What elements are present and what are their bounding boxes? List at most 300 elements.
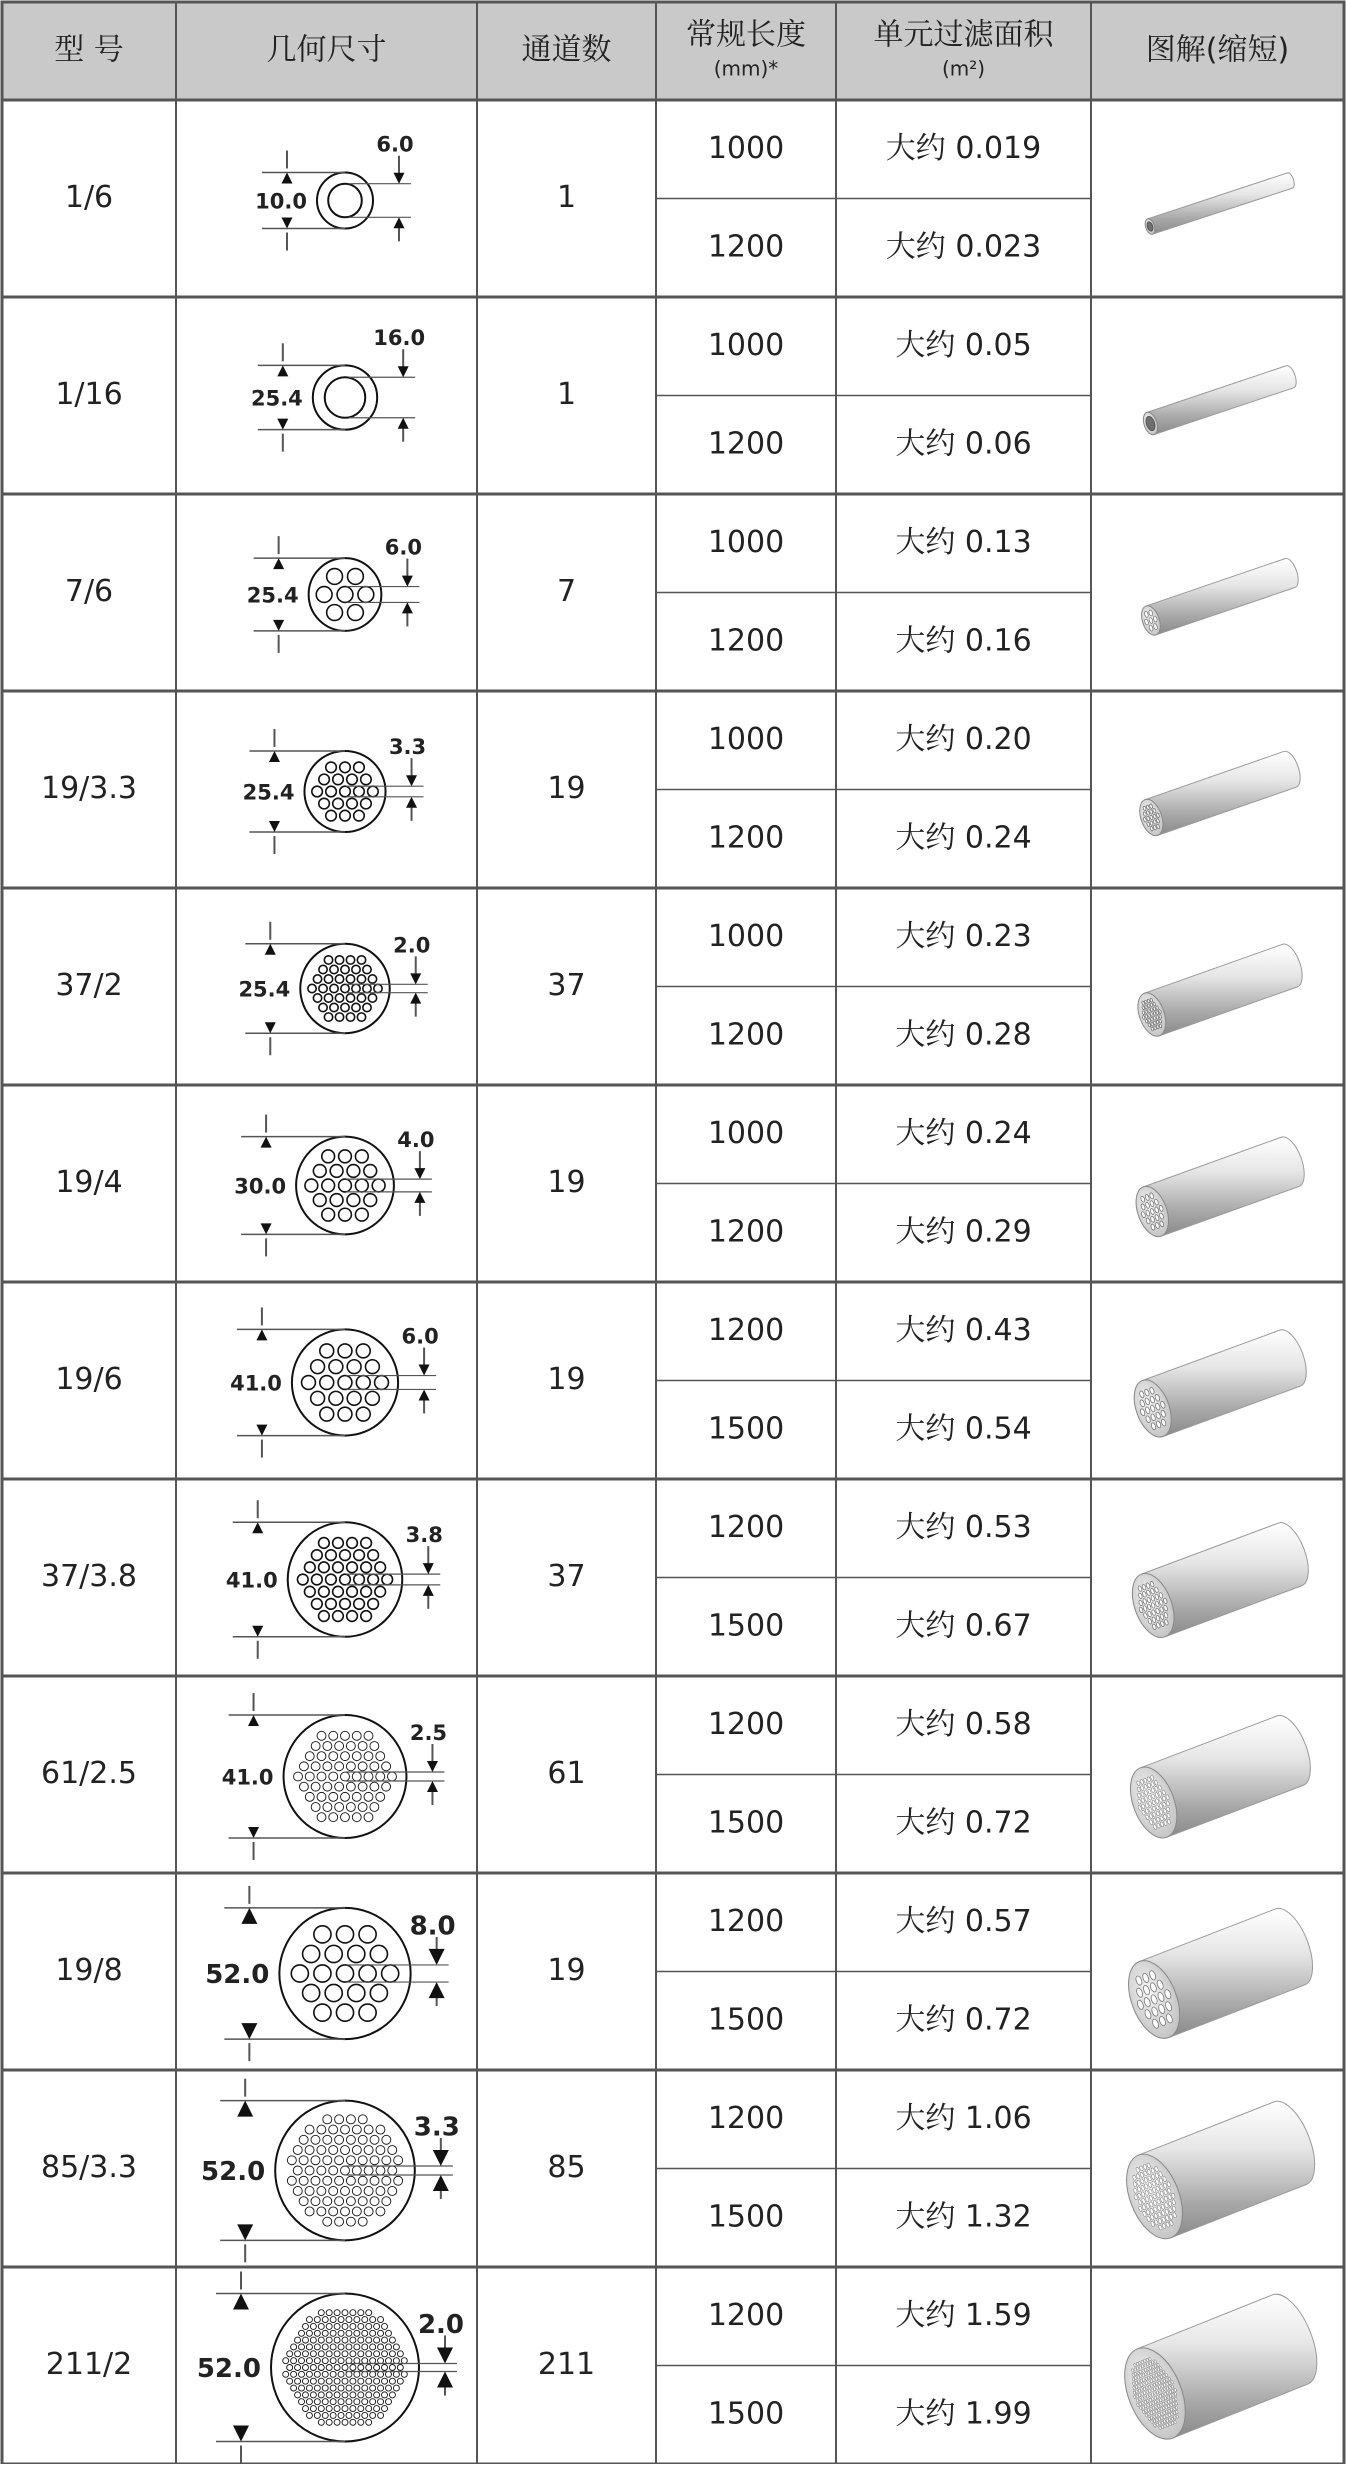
channel-hole [330, 2317, 336, 2323]
channel-hole [326, 1574, 337, 1585]
length-cell: 1200 [707, 1214, 785, 1250]
channel-hole [338, 1344, 352, 1358]
channel-hole [393, 2385, 399, 2391]
channel-hole [385, 2344, 391, 2350]
channel-hole [358, 587, 374, 603]
channel-hole [354, 2399, 360, 2405]
header-background [2, 2, 1344, 100]
channel-hole [306, 2399, 312, 2405]
channel-hole [291, 2385, 297, 2391]
channel-hole [305, 1752, 314, 1761]
channel-hole [310, 2378, 316, 2384]
area-cell: 大约 0.13 [895, 524, 1032, 560]
channel-hole [314, 2385, 320, 2391]
channel-hole [319, 1611, 330, 1622]
dimension-arrowhead-icon [423, 1563, 434, 1574]
channel-hole [299, 2176, 308, 2185]
channel-hole [314, 2330, 320, 2336]
channel-hole [346, 2317, 352, 2323]
channel-hole [354, 1599, 365, 1610]
channel-hole [333, 1586, 344, 1597]
channel-hole [338, 1376, 352, 1390]
channel-hole [358, 1803, 367, 1812]
channel-hole [366, 2337, 372, 2343]
channel-hole [374, 2406, 380, 2412]
channel-hole [295, 2351, 301, 2357]
channel-hole [348, 1945, 365, 1962]
dimension-arrowhead-icon [273, 620, 284, 631]
area-cell: 大约 0.06 [895, 426, 1032, 462]
channel-hole [334, 2419, 340, 2425]
channel-hole [340, 810, 351, 821]
model-cell: 19/8 [55, 1953, 123, 1988]
channel-hole [319, 965, 327, 973]
channel-hole [326, 2323, 332, 2329]
channel-hole [364, 2146, 373, 2155]
channel-hole [370, 2135, 379, 2144]
channel-hole [366, 2323, 372, 2329]
channel-hole [326, 786, 337, 797]
channel-hole [346, 2156, 355, 2165]
channel-hole [358, 2392, 364, 2398]
area-cell: 大约 0.54 [895, 1411, 1032, 1447]
channel-hole [359, 1926, 376, 1943]
channel-hole [330, 2412, 336, 2418]
channel-hole [385, 2371, 391, 2377]
channel-hole [329, 1813, 338, 1822]
outer-diameter-label: 41.0 [230, 1371, 282, 1396]
length-cell: 1200 [707, 623, 785, 659]
channel-hole [358, 2135, 367, 2144]
tube-body [1145, 751, 1300, 835]
channel-hole [356, 1407, 370, 1421]
channel-hole [322, 2399, 328, 2405]
channels-cell: 61 [547, 1756, 586, 1791]
channel-hole [317, 2186, 326, 2195]
area-cell: 大约 1.06 [895, 2100, 1032, 2136]
channel-hole [358, 1762, 367, 1771]
channel-hole [358, 2156, 367, 2165]
channels-cell: 19 [547, 1362, 586, 1397]
dimension-arrowhead-icon [241, 2023, 257, 2039]
channel-diameter-label: 16.0 [373, 326, 426, 351]
channel-hole [313, 1194, 326, 1207]
channel-hole [354, 1550, 365, 1561]
dimension-arrowhead-icon [233, 2294, 249, 2310]
channel-hole [310, 2351, 316, 2357]
channel-hole [346, 2115, 355, 2124]
channel-hole [330, 1003, 338, 1011]
channel-hole [334, 2310, 340, 2316]
channel-hole [340, 1599, 351, 1610]
channel-hole [314, 2004, 331, 2021]
channel-hole [335, 994, 343, 1002]
channel-hole [324, 975, 332, 983]
channel-hole [401, 2371, 407, 2377]
channel-hole [317, 1813, 326, 1822]
channel-hole [352, 1003, 360, 1011]
channel-hole [393, 2371, 399, 2377]
channel-hole [366, 2351, 372, 2357]
channel-hole [364, 1752, 373, 1761]
channel-hole [382, 2406, 388, 2412]
area-cell: 大约 0.24 [895, 820, 1032, 856]
channel-hole [354, 2358, 360, 2364]
channel-hole [346, 2358, 352, 2364]
channel-hole [311, 1803, 320, 1812]
channel-hole [314, 2371, 320, 2377]
channel-hole [341, 1813, 350, 1822]
channel-hole [341, 965, 349, 973]
channel-hole [374, 2392, 380, 2398]
channel-diameter-label: 6.0 [401, 1324, 439, 1349]
channel-hole [306, 2385, 312, 2391]
channel-hole [339, 1179, 352, 1192]
area-cell: 大约 0.019 [885, 130, 1042, 166]
channel-hole [317, 1731, 326, 1740]
channels-cell: 37 [547, 1559, 586, 1594]
channel-hole [322, 2330, 328, 2336]
channel-hole [340, 1550, 351, 1561]
channel-hole [311, 2176, 320, 2185]
channel-hole [334, 2351, 340, 2357]
outer-diameter-label: 10.0 [255, 189, 307, 214]
channel-hole [358, 2310, 364, 2316]
channel-hole [312, 786, 323, 797]
dimension-arrowhead-icon [427, 1781, 438, 1792]
channel-hole [329, 2186, 338, 2195]
channel-hole [317, 1752, 326, 1761]
channel-hole [352, 2207, 361, 2216]
channel-hole [364, 2166, 373, 2175]
channel-hole [305, 2166, 314, 2175]
channel-hole [310, 2364, 316, 2370]
header-illustration: 图解(缩短) [1145, 32, 1290, 68]
channel-hole [322, 2344, 328, 2350]
channel-hole [334, 2323, 340, 2329]
channel-hole [361, 798, 372, 809]
model-cell: 61/2.5 [41, 1756, 137, 1791]
channel-hole [401, 2358, 407, 2364]
channel-hole [352, 984, 360, 992]
dimension-arrowhead-icon [265, 1022, 276, 1033]
channel-hole [357, 956, 365, 964]
channel-hole [347, 1165, 360, 1178]
channel-hole [362, 2371, 368, 2377]
channel-hole [352, 2146, 361, 2155]
channel-hole [346, 2135, 355, 2144]
dimension-arrowhead-icon [433, 2150, 449, 2166]
channel-hole [354, 2330, 360, 2336]
channel-hole [302, 2364, 308, 2370]
channel-hole [352, 1772, 361, 1781]
channel-hole [347, 1586, 358, 1597]
channel-hole [324, 994, 332, 1002]
channel-hole [314, 2317, 320, 2323]
channel-hole [323, 1782, 332, 1791]
channel-hole [340, 762, 351, 773]
channel-hole [350, 2364, 356, 2370]
channel-hole [341, 1792, 350, 1801]
channel-hole [318, 2323, 324, 2329]
outer-diameter-label: 25.4 [238, 977, 291, 1002]
channel-hole [370, 2317, 376, 2323]
channel-hole [299, 2197, 308, 2206]
channel-hole [388, 2146, 397, 2155]
area-cell: 大约 0.20 [895, 721, 1032, 757]
dimension-arrowhead-icon [241, 1908, 257, 1924]
channel-hole [342, 2392, 348, 2398]
length-cell: 1000 [707, 130, 785, 166]
channel-hole [322, 1179, 335, 1192]
channel-hole [378, 2399, 384, 2405]
channel-hole [366, 2419, 372, 2425]
channel-hole [305, 2125, 314, 2134]
channel-hole [319, 798, 330, 809]
model-cell: 1/16 [55, 377, 123, 412]
channel-hole [295, 2364, 301, 2370]
channel-hole [299, 1762, 308, 1771]
channel-hole [336, 1926, 353, 1943]
channel-hole [346, 1782, 355, 1791]
channel-hole [338, 2344, 344, 2350]
channel-hole [323, 2217, 332, 2226]
area-cell: 大约 0.58 [895, 1706, 1032, 1742]
outer-diameter-label: 30.0 [234, 1174, 287, 1199]
channel-hole [330, 1194, 343, 1207]
channel-hole [382, 1574, 393, 1585]
channel-hole [358, 2115, 367, 2124]
channel-hole [330, 2399, 336, 2405]
channel-hole [342, 2323, 348, 2329]
dimension-arrowhead-icon [252, 1522, 263, 1533]
channel-hole [335, 2197, 344, 2206]
channel-hole [370, 2412, 376, 2418]
channel-hole [375, 1586, 386, 1597]
channel-hole [394, 2156, 403, 2165]
channel-hole [333, 1562, 344, 1573]
channel-hole [389, 2392, 395, 2398]
channel-hole [389, 2364, 395, 2370]
channel-hole [327, 605, 343, 621]
channel-hole [317, 1772, 326, 1781]
channel-hole [385, 2385, 391, 2391]
channel-hole [335, 2135, 344, 2144]
channel-hole [329, 1752, 338, 1761]
channel-hole [382, 1965, 399, 1982]
channel-hole [376, 2166, 385, 2175]
channel-hole [366, 2364, 372, 2370]
length-cell: 1200 [707, 1312, 785, 1348]
header-model: 型 号 [54, 32, 124, 68]
channel-hole [350, 2351, 356, 2357]
channel-hole [358, 2217, 367, 2226]
channel-hole [378, 2371, 384, 2377]
channel-hole [325, 1945, 342, 1962]
channel-hole [335, 2176, 344, 2185]
dimension-arrowhead-icon [414, 1168, 425, 1179]
channel-hole [376, 2207, 385, 2216]
channel-hole [362, 2412, 368, 2418]
outer-diameter-label: 52.0 [205, 1960, 270, 1990]
channel-hole [319, 1562, 330, 1573]
table-row [251, 326, 425, 451]
channel-hole [382, 1782, 391, 1791]
channel-hole [370, 1762, 379, 1771]
channel-hole [376, 1752, 385, 1761]
channel-diameter-label: 2.5 [409, 1721, 448, 1746]
channels-cell: 85 [547, 2150, 586, 2185]
channel-hole [323, 2176, 332, 2185]
channel-hole [330, 2344, 336, 2350]
dimension-arrowhead-icon [402, 576, 413, 587]
dimension-arrowhead-icon [437, 2372, 453, 2388]
channel-hole [329, 2166, 338, 2175]
channel-hole [374, 984, 382, 992]
channel-hole [370, 2371, 376, 2377]
channel-hole [347, 1391, 361, 1405]
channel-hole [341, 2166, 350, 2175]
model-cell: 37/3.8 [41, 1559, 137, 1594]
area-cell: 大约 0.43 [895, 1312, 1032, 1348]
model-cell: 7/6 [64, 574, 114, 609]
outer-diameter-label: 41.0 [221, 1765, 274, 1790]
channel-hole [362, 2344, 368, 2350]
channel-hole [382, 2323, 388, 2329]
channel-hole [287, 2176, 296, 2185]
channel-hole [361, 1538, 372, 1549]
model-cell: 1/6 [64, 180, 114, 215]
channel-hole [317, 2166, 326, 2175]
table-row [230, 1307, 439, 1457]
channel-hole [341, 2186, 350, 2195]
channels-cell: 19 [547, 771, 586, 806]
channel-hole [326, 2419, 332, 2425]
channel-hole [354, 762, 365, 773]
channel-hole [352, 965, 360, 973]
area-cell: 大约 0.29 [895, 1214, 1032, 1250]
channel-hole [346, 2344, 352, 2350]
channel-hole [341, 1752, 350, 1761]
channel-hole [354, 786, 365, 797]
channel-hole [305, 2146, 314, 2155]
channel-hole [335, 1742, 344, 1751]
channel-hole [357, 994, 365, 1002]
channel-hole [335, 2115, 344, 2124]
channel-hole [372, 1179, 385, 1192]
channel-hole [352, 2166, 361, 2175]
length-cell: 1200 [707, 2100, 785, 2136]
channel-hole [374, 2364, 380, 2370]
dimension-arrowhead-icon [394, 173, 405, 184]
channels-cell: 211 [537, 2347, 596, 2382]
channel-hole [330, 2385, 336, 2391]
channel-hole [346, 2399, 352, 2405]
channel-hole [326, 2351, 332, 2357]
table-row [205, 1886, 455, 2061]
channel-hole [306, 2358, 312, 2364]
channel-hole [318, 2364, 324, 2370]
channel-hole [348, 605, 364, 621]
channel-hole [322, 2358, 328, 2364]
model-cell: 19/6 [55, 1362, 123, 1397]
channel-hole [357, 975, 365, 983]
channel-hole [370, 1945, 387, 1962]
channel-hole [335, 1782, 344, 1791]
channel-hole [346, 2217, 355, 2226]
length-cell: 1500 [707, 2396, 785, 2432]
channel-hole [370, 2197, 379, 2206]
channel-hole [356, 1344, 370, 1358]
channel-hole [374, 2323, 380, 2329]
channel-hole [326, 2337, 332, 2343]
channel-hole [359, 1965, 376, 1982]
channel-diameter-label: 2.0 [393, 933, 431, 958]
channel-hole [363, 984, 371, 992]
outer-diameter-label: 41.0 [225, 1568, 278, 1593]
area-cell: 大约 0.23 [895, 918, 1032, 954]
channel-hole [302, 2323, 308, 2329]
channel-hole [302, 2406, 308, 2412]
outer-diameter-label: 25.4 [250, 386, 303, 411]
channel-hole [291, 2358, 297, 2364]
channel-hole [311, 1360, 325, 1374]
channel-hole [363, 1003, 371, 1011]
channel-hole [354, 2385, 360, 2391]
channel-hole [342, 2378, 348, 2384]
channel-hole [368, 786, 379, 797]
channel-hole [305, 2186, 314, 2195]
channel-hole [356, 1376, 370, 1390]
channel-diameter-label: 8.0 [409, 1911, 456, 1942]
channel-hole [354, 2412, 360, 2418]
tube-illustration [1127, 1330, 1306, 1442]
channel-hole [310, 2392, 316, 2398]
channel-hole [299, 2371, 305, 2377]
area-cell: 大约 0.72 [895, 1805, 1032, 1841]
channel-hole [313, 994, 321, 1002]
area-cell: 大约 0.023 [885, 229, 1042, 265]
tube-illustration [1119, 1908, 1313, 2045]
dimension-arrowhead-icon [419, 1365, 430, 1376]
channel-hole [365, 1360, 379, 1374]
channel-hole [361, 1611, 372, 1622]
channel-hole [338, 2399, 344, 2405]
channel-hole [295, 2392, 301, 2398]
tube-body [1146, 558, 1298, 635]
area-cell: 大约 1.32 [895, 2199, 1032, 2235]
channel-hole [357, 1013, 365, 1021]
channel-hole [339, 1208, 352, 1221]
tube-illustration [1130, 1137, 1304, 1241]
table-row [201, 2079, 460, 2263]
area-cell: 大约 0.67 [895, 1608, 1032, 1644]
channel-hole [312, 1550, 323, 1561]
channel-hole [338, 1407, 352, 1421]
channel-hole [346, 2330, 352, 2336]
dimension-arrowhead-icon [414, 1192, 425, 1203]
channel-hole [358, 2378, 364, 2384]
dimension-arrowhead-icon [433, 2175, 449, 2191]
channel-hole [368, 975, 376, 983]
channel-hole [347, 1538, 358, 1549]
dimension-arrowhead-icon [394, 217, 405, 228]
channel-hole [287, 2378, 293, 2384]
channel-hole [354, 2371, 360, 2377]
length-cell: 1200 [707, 1509, 785, 1545]
channel-hole [322, 2317, 328, 2323]
table-border [2, 2, 1344, 2464]
